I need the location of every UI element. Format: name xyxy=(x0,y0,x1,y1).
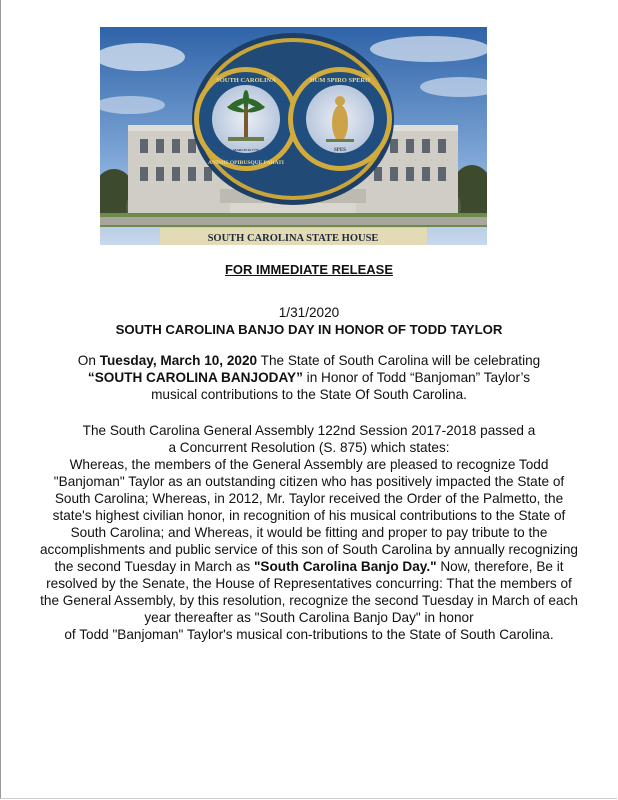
release-label: FOR IMMEDIATE RELEASE xyxy=(224,262,394,277)
para1-line3: musical contributions to the State Of South Carolina. xyxy=(151,387,467,402)
headline: SOUTH CAROLINA BANJO DAY IN HONOR OF TODD TAYLOR xyxy=(115,322,503,337)
para2-line10: resolved by the Senate, the House of Representatives concurring: That the members of xyxy=(46,576,572,591)
para1-line2: “SOUTH CAROLINA BANJODAY” in Honor of Todd “Banjoman” Taylor’s xyxy=(87,370,531,385)
para2-line5: South Carolina; Whereas, in 2012, Mr. Taylor received the Order of the Palmetto, the xyxy=(54,491,564,506)
release-date: 1/31/2020 xyxy=(278,305,340,320)
para2-line1: The South Carolina General Assembly 122nd Session 2017-2018 passed a xyxy=(82,423,536,438)
para2-line9: the second Tuesday in March as "South Carolina Banjo Day." Now, therefore, Be it xyxy=(54,559,564,574)
seal-right-word: SPES xyxy=(334,148,346,153)
para2-line13: of Todd "Banjoman" Taylor's musical con-tributions to the State of South Carolina. xyxy=(64,627,554,642)
seal-left-text: SOUTH CAROLINA xyxy=(216,77,276,84)
para2-line3: Whereas, the members of the General Assembly are pleased to recognize Todd xyxy=(69,457,549,472)
state-seal xyxy=(192,33,394,205)
para2-line7: South Carolina; and Whereas, it would be fitting and proper to pay tribute to the xyxy=(70,525,548,540)
seal-left-date: MARCH 26 1776 xyxy=(233,148,259,152)
para2-line2: a Concurrent Resolution (S. 875) which states: xyxy=(168,440,450,455)
seal-right-date: 1776 xyxy=(336,155,344,159)
para2-line11: the General Assembly, by this resolution, recognize the second Tuesday in March of each xyxy=(40,593,578,608)
banner-caption: SOUTH CAROLINA STATE HOUSE xyxy=(207,233,379,244)
seal-left-motto: ANIMIS OPIBUSQUE PARATI xyxy=(208,160,284,166)
para2-line12: year thereafter as "South Carolina Banjo Day" in honor xyxy=(144,610,474,625)
para2-line6: state's highest civilian honor, in recognition of his musical contributions to the State of xyxy=(52,508,566,523)
state-house-illustration xyxy=(100,27,487,245)
para1-line1: On Tuesday, March 10, 2020 The State of South Carolina will be celebrating xyxy=(77,353,541,368)
para2-line4: "Banjoman" Taylor as an outstanding citizen who has positively impacted the State of xyxy=(53,474,565,489)
seal-right-motto: DUM SPIRO SPERO xyxy=(309,77,371,84)
para2-line8: accomplishments and public service of this son of South Carolina by annually recognizing xyxy=(39,542,578,557)
state-house-banner-image xyxy=(100,27,487,245)
